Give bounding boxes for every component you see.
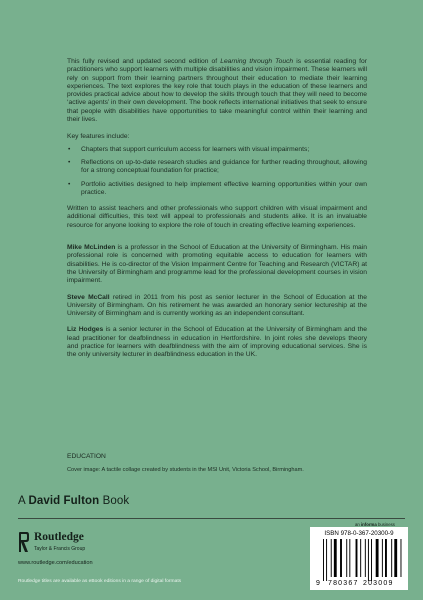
barcode-left-digits: 780367 [328, 580, 359, 587]
author-bio: Mike McLinden is a professor in the School of Education at the University of Birmingham. His main professional role is concerned with promoting equitable access to education for learners with disabilities. He is co-director of the Vision Impairment Centre for Teaching and Research (VICTAR) at the University of Birmingham and programme lead for the professional development courses in vision impairment. [67, 244, 367, 285]
publisher-logo [18, 530, 218, 575]
publisher-group: Taylor & Francis Group [34, 546, 86, 552]
barcode-first-digit: 9 [316, 580, 320, 587]
bullet-icon: • [68, 180, 71, 188]
barcode-bar [326, 539, 327, 581]
cover-credit: Cover image: A tactile collage created by students in the MSI Unit, Victoria School, Birmingham. [67, 467, 304, 473]
isbn-label: ISBN 978-0-367-20300-9 [324, 530, 394, 537]
features-list [67, 146, 367, 197]
author-name: Liz Hodges [67, 326, 104, 334]
key-features-label: Key features include: [67, 133, 130, 141]
list-item: • Portfolio activities designed to help implement effective learning opportunities within your own practice. [68, 180, 367, 196]
barcode-bar [356, 539, 358, 577]
barcode-bar [331, 539, 332, 577]
barcode-panel [310, 527, 408, 590]
author-name: Steve McCall [67, 293, 110, 301]
barcode-bar [401, 539, 402, 577]
intro-paragraph: This fully revised and updated second edition of Learning through Touch is essential reading for practitioners who support learners with multiple disabilities and vision impairment. These learners will rely on support from their learning partners throughout their education to mediate their learning experiences. The text explores the key role that touch plays in the education of these learners and provides practical advice about how to develop the skills through touch that they will need to become ‘active agents’ in their own development. The book reflects international initiatives that seek to ensure that people with disabilities have opportunities to take meaningful control within their learning and their lives. [67, 58, 367, 124]
author-bio: Liz Hodges is a senior lecturer in the School of Education at the University of Birmingham and the lead practitioner for deafblindness in education in Hertfordshire. In joint roles she develops theory and practice for learners with deafblindness with the aim of improving educational services. She is the only university lecturer in deafblindness education in the UK. [67, 326, 367, 359]
barcode-bar [382, 539, 383, 577]
barcode-bar [365, 539, 366, 577]
author-bio: Steve McCall retired in 2011 from his post as senior lecturer in the School of Education at the University of Birmingham. On his retirement he was awarded an honorary senior lectureship at the University of Birmingham and is currently working as an independent consultant. [67, 293, 367, 318]
imprint-line: A David Fulton Book [18, 495, 130, 507]
publisher-name: Routledge [34, 531, 84, 543]
barcode-bar [394, 539, 397, 577]
barcode-right-digits: 203009 [363, 580, 394, 587]
barcode-bar [340, 539, 342, 577]
divider [18, 518, 405, 519]
routledge-logo-icon [18, 530, 30, 554]
barcode-bar [385, 539, 387, 577]
bullet-icon: • [68, 145, 71, 153]
imprint-name: David Fulton [28, 495, 100, 507]
barcode-bar [391, 539, 392, 577]
ebook-note: Routledge titles are available as eBook editions in a range of digital formats [18, 579, 182, 584]
subject-category: EDUCATION [67, 453, 106, 460]
barcode-bar [334, 539, 337, 577]
author-name: Mike McLinden [67, 244, 116, 252]
barcode-bar [323, 539, 324, 581]
blurb [67, 58, 367, 368]
barcode-bar [368, 539, 369, 581]
barcode-bar [376, 539, 379, 577]
barcode-bar [371, 539, 372, 581]
barcode-icon [315, 539, 403, 587]
barcode-bar [349, 539, 350, 577]
barcode-bar [346, 539, 347, 577]
closing-paragraph: Written to assist teachers and other professionals who support children with visual impairment and additional difficulties, this text will appeal to professionals and students alike. It is an invaluable resource for anyone looking to explore the role of touch in creating effective learning experiences. [67, 205, 367, 229]
barcode-bar [360, 539, 361, 577]
informa-business-label: an informa business [355, 522, 395, 527]
publisher-url: www.routledge.com/education [18, 560, 93, 566]
list-item: • Reflections on up-to-date research studies and guidance for further reading throughout, allowing for a strong conceptual foundation for practice; [68, 158, 367, 175]
bullet-icon: • [68, 158, 71, 166]
list-item: • Chapters that support curriculum access for learners with visual impairments; [68, 145, 310, 153]
book-title: Learning through Touch [220, 58, 294, 65]
